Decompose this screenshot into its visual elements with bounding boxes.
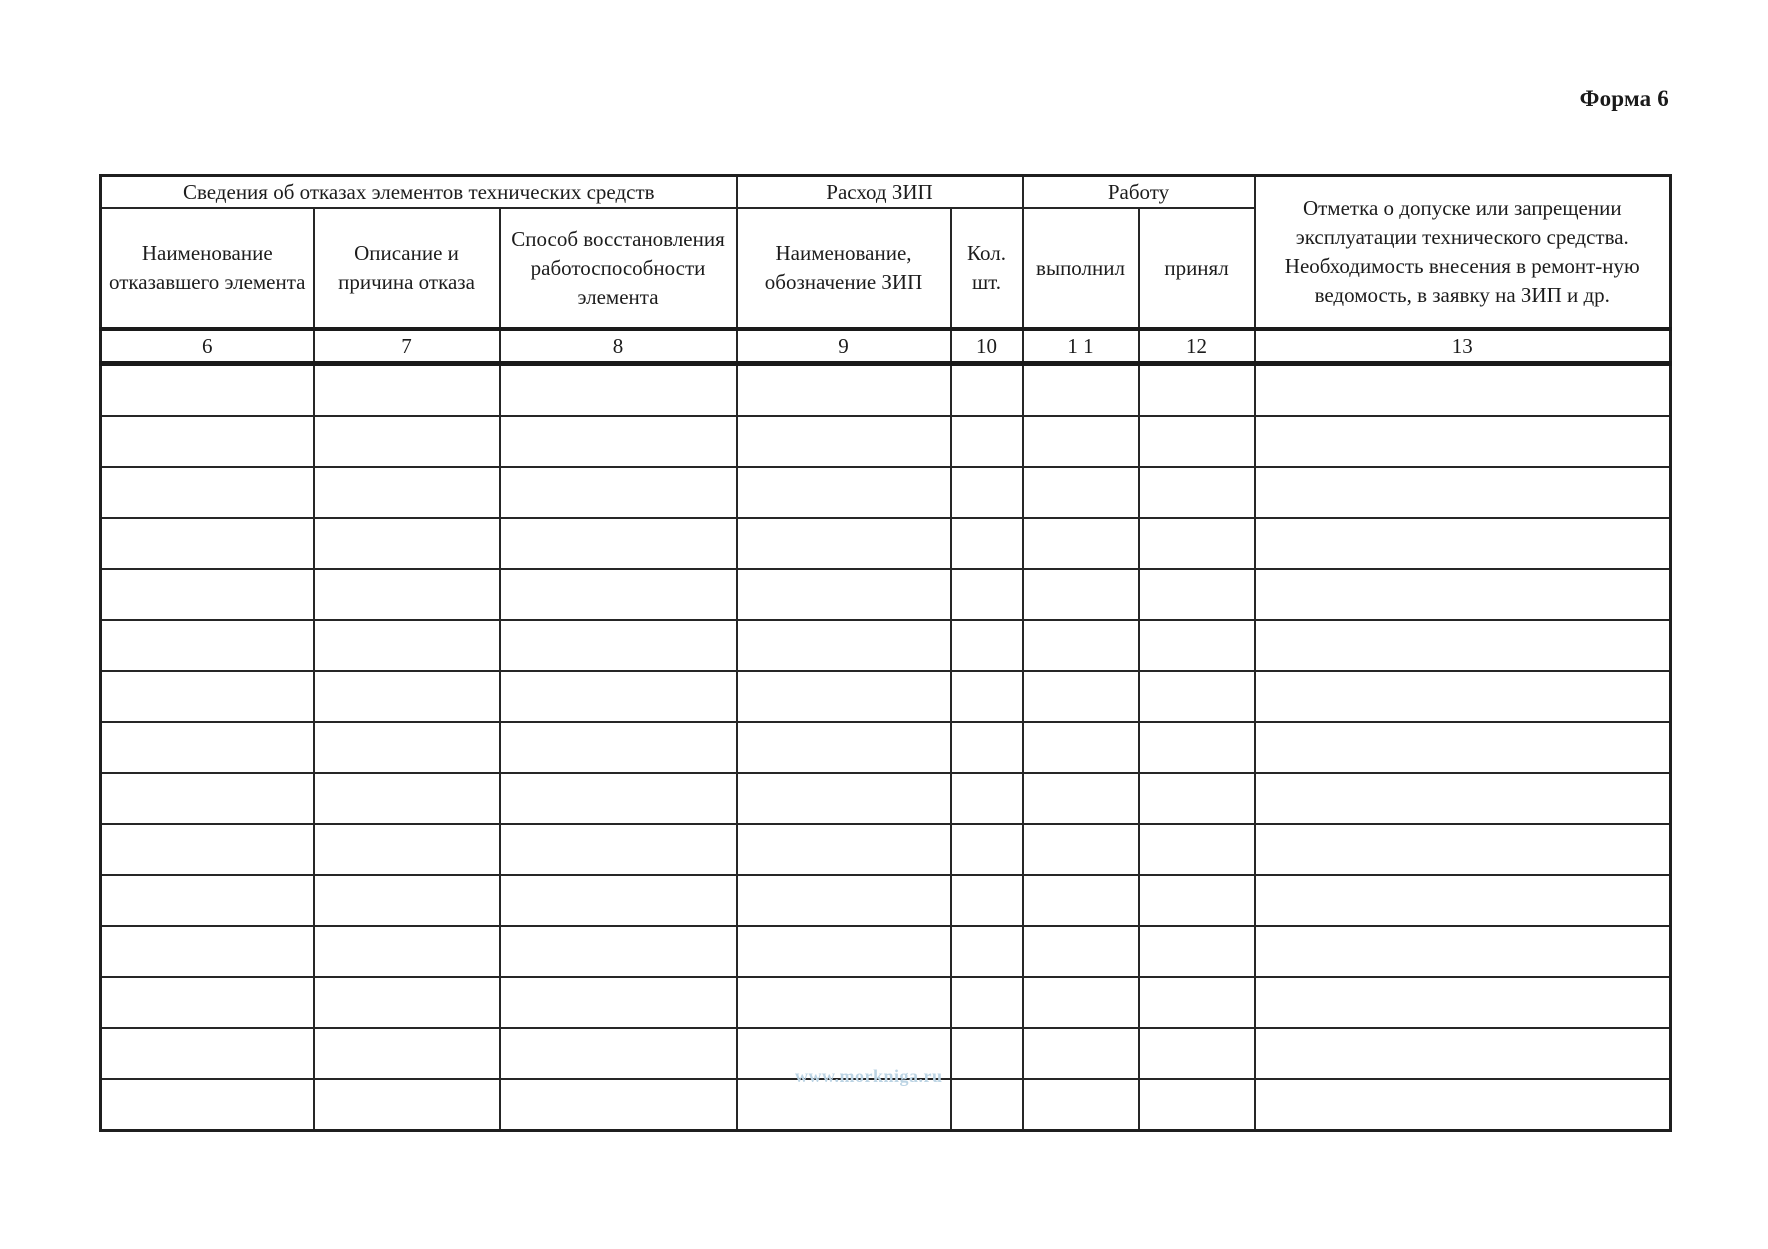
- table-cell-col-8[interactable]: [500, 824, 737, 875]
- watermark-text: www.morkniga.ru: [795, 1066, 943, 1086]
- column-header-10: Кол. шт.: [951, 208, 1023, 329]
- table-cell-col-9[interactable]: [737, 518, 951, 569]
- column-number-12: 12: [1139, 329, 1255, 364]
- table-cell-col-11[interactable]: [1023, 364, 1139, 417]
- table-cell-col-9[interactable]: [737, 620, 951, 671]
- table-cell-col-7[interactable]: [314, 1079, 500, 1131]
- table-cell-col-8[interactable]: [500, 1028, 737, 1079]
- table-cell-col-10[interactable]: [951, 1028, 1023, 1079]
- table-row: [101, 518, 1671, 569]
- table-cell-col-8[interactable]: [500, 569, 737, 620]
- table-row: [101, 620, 1671, 671]
- column-number-6: 6: [101, 329, 314, 364]
- table-cell-col-8[interactable]: [500, 1079, 737, 1131]
- column-header-6: Наименование отказавшего элемента: [101, 208, 314, 329]
- form-number-label: Форма 6: [1579, 86, 1669, 111]
- table-cell-col-12[interactable]: [1139, 671, 1255, 722]
- table-cell-col-7[interactable]: [314, 1028, 500, 1079]
- table-row: [101, 671, 1671, 722]
- column-header-11: выполнил: [1023, 208, 1139, 329]
- table-cell-col-6[interactable]: [101, 467, 314, 518]
- table-cell-col-10[interactable]: [951, 518, 1023, 569]
- table-cell-col-7[interactable]: [314, 467, 500, 518]
- column-number-13: 13: [1255, 329, 1671, 364]
- table-cell-col-6[interactable]: [101, 977, 314, 1028]
- table-cell-col-11[interactable]: [1023, 773, 1139, 824]
- table-cell-col-9[interactable]: [737, 671, 951, 722]
- table-cell-col-13[interactable]: [1255, 364, 1671, 417]
- table-cell-col-12[interactable]: [1139, 364, 1255, 417]
- group-header-work: Работу: [1023, 176, 1255, 209]
- table-cell-col-13[interactable]: [1255, 926, 1671, 977]
- column-number-9: 9: [737, 329, 951, 364]
- table-cell-col-9[interactable]: [737, 977, 951, 1028]
- table-cell-col-13[interactable]: [1255, 569, 1671, 620]
- table-cell-col-10[interactable]: [951, 875, 1023, 926]
- table-cell-col-6[interactable]: [101, 824, 314, 875]
- table-cell-col-7[interactable]: [314, 671, 500, 722]
- table-cell-col-6[interactable]: [101, 722, 314, 773]
- table-cell-col-13[interactable]: [1255, 824, 1671, 875]
- table-cell-col-6[interactable]: [101, 364, 314, 417]
- table-cell-col-11[interactable]: [1023, 416, 1139, 467]
- table-cell-col-12[interactable]: [1139, 467, 1255, 518]
- column-number-8: 8: [500, 329, 737, 364]
- table-cell-col-13[interactable]: [1255, 773, 1671, 824]
- table-row: [101, 569, 1671, 620]
- failure-record-table-wrapper: [99, 174, 1669, 1132]
- table-cell-col-13[interactable]: [1255, 875, 1671, 926]
- table-cell-col-8[interactable]: [500, 773, 737, 824]
- table-cell-col-13[interactable]: [1255, 416, 1671, 467]
- table-row: [101, 416, 1671, 467]
- table-cell-col-11[interactable]: [1023, 926, 1139, 977]
- table-cell-col-10[interactable]: [951, 364, 1023, 417]
- column-header-13-note: Отметка о допуске или запрещении эксплуатации технического средства. Необходимость внесения в ремонт-ную ведомость, в заявку на ЗИП и др.: [1255, 176, 1671, 330]
- table-cell-col-7[interactable]: [314, 620, 500, 671]
- table-cell-col-13[interactable]: [1255, 722, 1671, 773]
- table-cell-col-10[interactable]: [951, 977, 1023, 1028]
- table-cell-col-13[interactable]: [1255, 620, 1671, 671]
- table-cell-col-10[interactable]: [951, 569, 1023, 620]
- table-cell-col-8[interactable]: [500, 926, 737, 977]
- table-cell-col-8[interactable]: [500, 620, 737, 671]
- table-cell-col-12[interactable]: [1139, 773, 1255, 824]
- table-cell-col-10[interactable]: [951, 1079, 1023, 1131]
- table-cell-col-9[interactable]: [737, 926, 951, 977]
- table-cell-col-12[interactable]: [1139, 620, 1255, 671]
- column-number-7: 7: [314, 329, 500, 364]
- table-cell-col-11[interactable]: [1023, 875, 1139, 926]
- table-cell-col-7[interactable]: [314, 416, 500, 467]
- table-row: [101, 875, 1671, 926]
- group-header-failures: Сведения об отказах элементов технических средств: [101, 176, 737, 209]
- table-cell-col-11[interactable]: [1023, 977, 1139, 1028]
- table-cell-col-8[interactable]: [500, 875, 737, 926]
- table-cell-col-13[interactable]: [1255, 671, 1671, 722]
- table-row: [101, 977, 1671, 1028]
- table-cell-col-7[interactable]: [314, 773, 500, 824]
- table-cell-col-6[interactable]: [101, 1028, 314, 1079]
- table-cell-col-6[interactable]: [101, 518, 314, 569]
- column-number-11: 1 1: [1023, 329, 1139, 364]
- table-cell-col-13[interactable]: [1255, 518, 1671, 569]
- table-row: [101, 773, 1671, 824]
- table-cell-col-11[interactable]: [1023, 620, 1139, 671]
- table-cell-col-10[interactable]: [951, 620, 1023, 671]
- table-cell-col-12[interactable]: [1139, 824, 1255, 875]
- table-cell-col-11[interactable]: [1023, 1079, 1139, 1131]
- table-cell-col-9[interactable]: [737, 364, 951, 417]
- table-cell-col-6[interactable]: [101, 926, 314, 977]
- table-cell-col-8[interactable]: [500, 977, 737, 1028]
- column-number-10: 10: [951, 329, 1023, 364]
- table-cell-col-13[interactable]: [1255, 977, 1671, 1028]
- table-cell-col-12[interactable]: [1139, 1079, 1255, 1131]
- table-cell-col-11[interactable]: [1023, 671, 1139, 722]
- table-cell-col-8[interactable]: [500, 467, 737, 518]
- table-row: [101, 824, 1671, 875]
- table-cell-col-8[interactable]: [500, 364, 737, 417]
- table-row: [101, 926, 1671, 977]
- table-cell-col-11[interactable]: [1023, 467, 1139, 518]
- table-cell-col-9[interactable]: [737, 824, 951, 875]
- table-cell-col-7[interactable]: [314, 977, 500, 1028]
- table-cell-col-9[interactable]: [737, 773, 951, 824]
- table-cell-col-10[interactable]: [951, 416, 1023, 467]
- table-cell-col-6[interactable]: [101, 773, 314, 824]
- table-cell-col-12[interactable]: [1139, 977, 1255, 1028]
- table-body: [101, 364, 1671, 1131]
- table-cell-col-10[interactable]: [951, 467, 1023, 518]
- table-cell-col-7[interactable]: [314, 722, 500, 773]
- table-cell-col-9[interactable]: [737, 722, 951, 773]
- table-cell-col-10[interactable]: [951, 926, 1023, 977]
- table-cell-col-8[interactable]: [500, 722, 737, 773]
- table-cell-col-8[interactable]: [500, 518, 737, 569]
- table-cell-col-12[interactable]: [1139, 569, 1255, 620]
- table-cell-col-13[interactable]: [1255, 467, 1671, 518]
- table-cell-col-8[interactable]: [500, 416, 737, 467]
- table-cell-col-6[interactable]: [101, 569, 314, 620]
- table-cell-col-12[interactable]: [1139, 518, 1255, 569]
- table-cell-col-9[interactable]: [737, 875, 951, 926]
- table-cell-col-9[interactable]: [737, 416, 951, 467]
- table-row: [101, 364, 1671, 417]
- table-row: [101, 467, 1671, 518]
- table-cell-col-6[interactable]: [101, 671, 314, 722]
- table-cell-col-7[interactable]: [314, 364, 500, 417]
- table-cell-col-9[interactable]: [737, 467, 951, 518]
- table-cell-col-10[interactable]: [951, 671, 1023, 722]
- column-header-8: Способ восстановления работоспособности элемента: [500, 208, 737, 329]
- table-cell-col-11[interactable]: [1023, 1028, 1139, 1079]
- table-cell-col-13[interactable]: [1255, 1028, 1671, 1079]
- table-cell-col-12[interactable]: [1139, 1028, 1255, 1079]
- table-cell-col-12[interactable]: [1139, 926, 1255, 977]
- table-cell-col-7[interactable]: [314, 824, 500, 875]
- table-cell-col-12[interactable]: [1139, 416, 1255, 467]
- table-cell-col-6[interactable]: [101, 416, 314, 467]
- table-cell-col-11[interactable]: [1023, 722, 1139, 773]
- column-header-7: Описание и причина отказа: [314, 208, 500, 329]
- table-cell-col-6[interactable]: [101, 620, 314, 671]
- table-cell-col-12[interactable]: [1139, 875, 1255, 926]
- table-row: [101, 722, 1671, 773]
- table-cell-col-10[interactable]: [951, 722, 1023, 773]
- table-cell-col-11[interactable]: [1023, 569, 1139, 620]
- table-cell-col-9[interactable]: [737, 569, 951, 620]
- table-cell-col-7[interactable]: [314, 518, 500, 569]
- table-cell-col-7[interactable]: [314, 926, 500, 977]
- column-header-12: принял: [1139, 208, 1255, 329]
- table-cell-col-10[interactable]: [951, 824, 1023, 875]
- table-cell-col-6[interactable]: [101, 875, 314, 926]
- table-cell-col-13[interactable]: [1255, 1079, 1671, 1131]
- table-cell-col-7[interactable]: [314, 875, 500, 926]
- column-header-9: Наименование, обозначение ЗИП: [737, 208, 951, 329]
- table-cell-col-6[interactable]: [101, 1079, 314, 1131]
- table-cell-col-7[interactable]: [314, 569, 500, 620]
- failure-record-table: [99, 174, 1672, 1132]
- table-cell-col-8[interactable]: [500, 671, 737, 722]
- table-cell-col-10[interactable]: [951, 773, 1023, 824]
- table-cell-col-11[interactable]: [1023, 518, 1139, 569]
- table-cell-col-11[interactable]: [1023, 824, 1139, 875]
- group-header-zip: Расход ЗИП: [737, 176, 1023, 209]
- table-cell-col-12[interactable]: [1139, 722, 1255, 773]
